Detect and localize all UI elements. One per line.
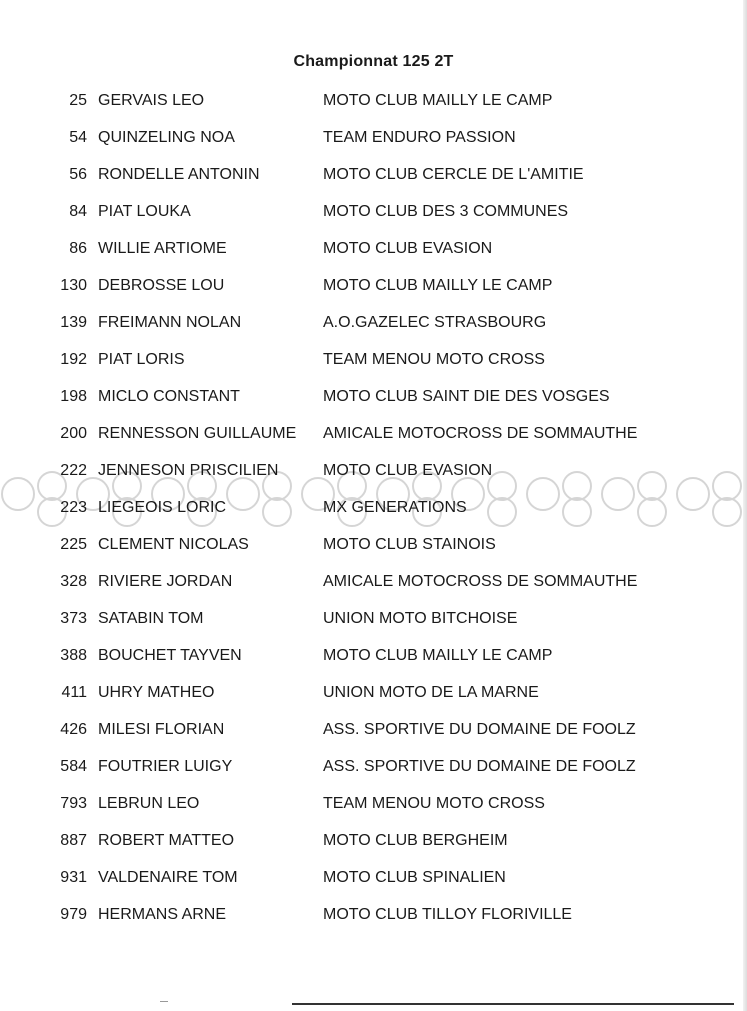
- rider-number: 373: [60, 610, 87, 627]
- entry-row: [0, 682, 747, 719]
- rider-club: AMICALE MOTOCROSS DE SOMMAUTHE: [323, 425, 638, 442]
- rider-club: UNION MOTO BITCHOISE: [323, 610, 518, 627]
- rider-number: 25: [69, 92, 87, 109]
- rider-number: 411: [61, 684, 87, 701]
- rider-number: 584: [60, 758, 87, 775]
- entry-row: [0, 201, 747, 238]
- entry-list: [0, 90, 747, 941]
- rider-name: DEBROSSE LOU: [98, 277, 225, 294]
- rider-number: 86: [69, 240, 87, 257]
- rider-number: 192: [60, 351, 87, 368]
- rider-club: UNION MOTO DE LA MARNE: [323, 684, 539, 701]
- page-title: Championnat 125 2T: [293, 53, 454, 70]
- entry-row: [0, 645, 747, 682]
- rider-number: 54: [69, 129, 87, 146]
- entry-row: [0, 719, 747, 756]
- rider-number: 200: [60, 425, 87, 442]
- rider-club: MOTO CLUB MAILLY LE CAMP: [323, 647, 553, 664]
- rider-club: MOTO CLUB BERGHEIM: [323, 832, 508, 849]
- rider-name: BOUCHET TAYVEN: [98, 647, 242, 664]
- scan-mark: [160, 1001, 168, 1002]
- entry-row: [0, 793, 747, 830]
- rider-number: 979: [60, 906, 87, 923]
- rider-number: 223: [60, 499, 87, 516]
- entry-row: [0, 904, 747, 941]
- bottom-rule: [292, 1003, 734, 1005]
- rider-name: VALDENAIRE TOM: [98, 869, 238, 886]
- entry-row: [0, 460, 747, 497]
- rider-name: RONDELLE ANTONIN: [98, 166, 260, 183]
- rider-club: MX GENERATIONS: [323, 499, 467, 516]
- rider-club: MOTO CLUB STAINOIS: [323, 536, 496, 553]
- entry-row: [0, 386, 747, 423]
- page-edge-shadow: [743, 0, 747, 1011]
- rider-club: MOTO CLUB EVASION: [323, 462, 493, 479]
- entry-row: [0, 127, 747, 164]
- rider-number: 426: [60, 721, 87, 738]
- rider-club: MOTO CLUB EVASION: [323, 240, 493, 257]
- rider-number: 222: [60, 462, 87, 479]
- entry-row: [0, 571, 747, 608]
- rider-name: QUINZELING NOA: [98, 129, 235, 146]
- rider-name: RIVIERE JORDAN: [98, 573, 233, 590]
- rider-name: JENNESON PRISCILIEN: [98, 462, 279, 479]
- rider-name: FOUTRIER LUIGY: [98, 758, 233, 775]
- entry-row: [0, 608, 747, 645]
- rider-number: 56: [69, 166, 87, 183]
- rider-number: 388: [60, 647, 87, 664]
- rider-name: LEBRUN LEO: [98, 795, 200, 812]
- rider-club: MOTO CLUB SPINALIEN: [323, 869, 506, 886]
- entry-row: [0, 90, 747, 127]
- rider-name: WILLIE ARTIOME: [98, 240, 227, 257]
- rider-name: PIAT LOUKA: [98, 203, 191, 220]
- rider-club: ASS. SPORTIVE DU DOMAINE DE FOOLZ: [323, 758, 636, 775]
- entry-row: [0, 164, 747, 201]
- entry-row: [0, 867, 747, 904]
- rider-number: 328: [60, 573, 87, 590]
- rider-club: MOTO CLUB MAILLY LE CAMP: [323, 92, 553, 109]
- entry-row: [0, 349, 747, 386]
- rider-number: 225: [60, 536, 87, 553]
- rider-club: MOTO CLUB CERCLE DE L'AMITIE: [323, 166, 584, 183]
- rider-number: 198: [60, 388, 87, 405]
- rider-number: 130: [60, 277, 87, 294]
- rider-club: MOTO CLUB DES 3 COMMUNES: [323, 203, 569, 220]
- rider-name: PIAT LORIS: [98, 351, 185, 368]
- rider-name: MICLO CONSTANT: [98, 388, 240, 405]
- entry-row: [0, 423, 747, 460]
- entry-row: [0, 830, 747, 867]
- rider-name: UHRY MATHEO: [98, 684, 215, 701]
- rider-name: LIEGEOIS LORIC: [98, 499, 227, 516]
- rider-club: MOTO CLUB SAINT DIE DES VOSGES: [323, 388, 610, 405]
- entry-row: [0, 238, 747, 275]
- entry-row: [0, 534, 747, 571]
- rider-club: A.O.GAZELEC STRASBOURG: [323, 314, 547, 331]
- rider-number: 931: [60, 869, 87, 886]
- rider-number: 793: [60, 795, 87, 812]
- rider-club: TEAM MENOU MOTO CROSS: [323, 351, 545, 368]
- rider-name: RENNESSON GUILLAUME: [98, 425, 297, 442]
- rider-club: MOTO CLUB MAILLY LE CAMP: [323, 277, 553, 294]
- rider-name: GERVAIS LEO: [98, 92, 205, 109]
- rider-club: TEAM ENDURO PASSION: [323, 129, 516, 146]
- rider-club: AMICALE MOTOCROSS DE SOMMAUTHE: [323, 573, 638, 590]
- entry-row: [0, 756, 747, 793]
- entry-row: [0, 275, 747, 312]
- rider-number: 887: [60, 832, 87, 849]
- rider-number: 84: [69, 203, 87, 220]
- rider-club: TEAM MENOU MOTO CROSS: [323, 795, 545, 812]
- entry-row: [0, 312, 747, 349]
- rider-name: SATABIN TOM: [98, 610, 204, 627]
- rider-name: HERMANS ARNE: [98, 906, 227, 923]
- entry-row: [0, 497, 747, 534]
- rider-name: MILESI FLORIAN: [98, 721, 225, 738]
- rider-name: CLEMENT NICOLAS: [98, 536, 249, 553]
- rider-name: ROBERT MATTEO: [98, 832, 235, 849]
- rider-name: FREIMANN NOLAN: [98, 314, 242, 331]
- rider-club: ASS. SPORTIVE DU DOMAINE DE FOOLZ: [323, 721, 636, 738]
- rider-number: 139: [60, 314, 87, 331]
- rider-club: MOTO CLUB TILLOY FLORIVILLE: [323, 906, 572, 923]
